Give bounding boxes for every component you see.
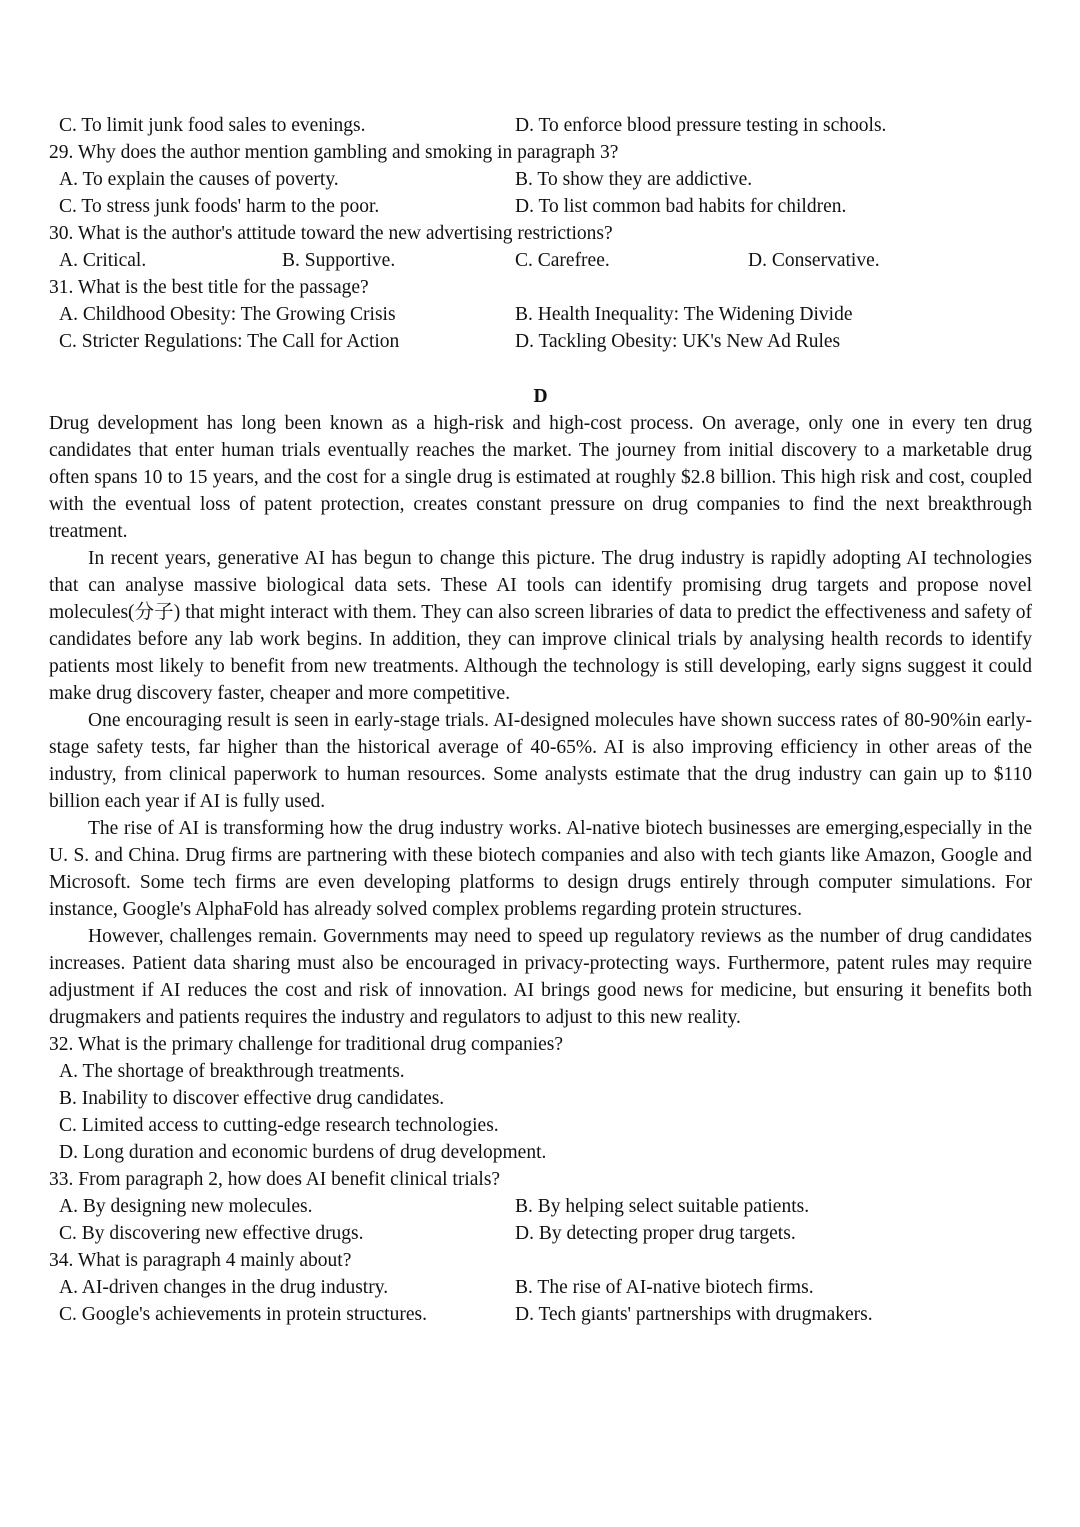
q33-option-a: A. By designing new molecules. xyxy=(59,1196,313,1217)
passage-paragraph-4: The rise of AI is transforming how the drug industry works. Al-native biotech businesses are emerging,especially in the U. S. and China. Drug firms are partnering with these biotech companies and also with tech giants like Amazon, Google and Microsoft. Some tech firms are even developing platforms to design drugs entirely through computer simulations. For instance, Google's AlphaFold has already solved complex problems regarding protein structures. xyxy=(49,818,1032,920)
q31-option-b: B. Health Inequality: The Widening Divide xyxy=(515,304,853,325)
q34-option-a: A. AI-driven changes in the drug industry. xyxy=(59,1277,389,1298)
q29-option-a: A. To explain the causes of poverty. xyxy=(59,169,339,190)
q32-option-a: A. The shortage of breakthrough treatments. xyxy=(59,1061,405,1082)
q32-option-b: B. Inability to discover effective drug candidates. xyxy=(59,1088,445,1109)
q34-option-d: D. Tech giants' partnerships with drugmakers. xyxy=(515,1304,873,1325)
q32-option-d: D. Long duration and economic burdens of drug development. xyxy=(59,1142,547,1163)
exam-page xyxy=(49,112,1032,1328)
q33-stem: 33. From paragraph 2, how does AI benefit clinical trials? xyxy=(49,1169,501,1190)
q29-options-row-ab xyxy=(49,166,1032,193)
section-d-title: D xyxy=(533,386,548,407)
q31-option-d: D. Tackling Obesity: UK's New Ad Rules xyxy=(515,331,841,352)
q29-option-c: C. To stress junk foods' harm to the poor. xyxy=(59,196,380,217)
q28-option-d: D. To enforce blood pressure testing in schools. xyxy=(515,115,887,136)
q34-options-row-ab xyxy=(49,1274,1032,1301)
q34-stem: 34. What is paragraph 4 mainly about? xyxy=(49,1250,352,1271)
q29-option-d: D. To list common bad habits for children. xyxy=(515,196,847,217)
passage-paragraph-5: However, challenges remain. Governments may need to speed up regulatory reviews as the number of drug candidates increases. Patient data sharing must also be encouraged in privacy-protecting ways. Furthermore, patent rules may require adjustment if AI reduces the cost and risk of innovation. AI brings good news for medicine, but ensuring it benefits both drugmakers and patients requires the industry and regulators to adjust to this new reality. xyxy=(49,926,1032,1028)
q31-stem: 31. What is the best title for the passage? xyxy=(49,277,369,298)
q31-option-c: C. Stricter Regulations: The Call for Action xyxy=(59,331,400,352)
q32-stem: 32. What is the primary challenge for traditional drug companies? xyxy=(49,1034,564,1055)
q32-option-c: C. Limited access to cutting-edge research technologies. xyxy=(59,1115,499,1136)
q28-options-row-cd xyxy=(49,112,1032,139)
q31-options-row-cd xyxy=(49,328,1032,355)
q29-stem: 29. Why does the author mention gambling and smoking in paragraph 3? xyxy=(49,142,619,163)
q34-option-c: C. Google's achievements in protein structures. xyxy=(59,1304,427,1325)
q33-options-row-ab xyxy=(49,1193,1032,1220)
q30-option-c: C. Carefree. xyxy=(515,250,610,271)
q28-option-c: C. To limit junk food sales to evenings. xyxy=(59,115,366,136)
q30-option-d: D. Conservative. xyxy=(748,250,880,271)
q29-options-row-cd xyxy=(49,193,1032,220)
q34-option-b: B. The rise of AI-native biotech firms. xyxy=(515,1277,814,1298)
q29-option-b: B. To show they are addictive. xyxy=(515,169,753,190)
q33-options-row-cd xyxy=(49,1220,1032,1247)
q33-option-d: D. By detecting proper drug targets. xyxy=(515,1223,796,1244)
q31-options-row-ab xyxy=(49,301,1032,328)
q33-option-b: B. By helping select suitable patients. xyxy=(515,1196,810,1217)
passage-paragraph-3: One encouraging result is seen in early-stage trials. AI-designed molecules have shown success rates of 80-90%in early-stage safety tests, far higher than the historical average of 40-65%. AI is also improving efficiency in other areas of the industry, from clinical paperwork to human resources. Some analysts estimate that the drug industry can gain up to $110 billion each year if AI is fully used. xyxy=(49,710,1032,812)
q30-options-row xyxy=(49,247,1032,274)
q33-option-c: C. By discovering new effective drugs. xyxy=(59,1223,364,1244)
passage-paragraph-2: In recent years, generative AI has begun to change this picture. The drug industry is rapidly adopting AI technologies that can analyse massive biological data sets. These AI tools can identify promising drug targets and propose novel molecules(分子) that might interact with them. They can also screen libraries of data to predict the effectiveness and safety of candidates before any lab work begins. In addition, they can improve clinical trials by analysing health records to identify patients most likely to benefit from new treatments. Although the technology is still developing, early signs suggest it could make drug discovery faster, cheaper and more competitive. xyxy=(49,548,1032,704)
q30-option-b: B. Supportive. xyxy=(282,250,396,271)
q34-options-row-cd xyxy=(49,1301,1032,1328)
q30-stem: 30. What is the author's attitude toward the new advertising restrictions? xyxy=(49,223,613,244)
q31-option-a: A. Childhood Obesity: The Growing Crisis xyxy=(59,304,396,325)
passage-paragraph-1: Drug development has long been known as a high-risk and high-cost process. On average, only one in every ten drug candidates that enter human trials eventually reaches the market. The journey from initial discovery to a marketable drug often spans 10 to 15 years, and the cost for a single drug is estimated at roughly $2.8 billion. This high risk and cost, coupled with the eventual loss of patent protection, creates constant pressure on drug companies to find the next breakthrough treatment. xyxy=(49,413,1032,542)
q30-option-a: A. Critical. xyxy=(59,250,147,271)
